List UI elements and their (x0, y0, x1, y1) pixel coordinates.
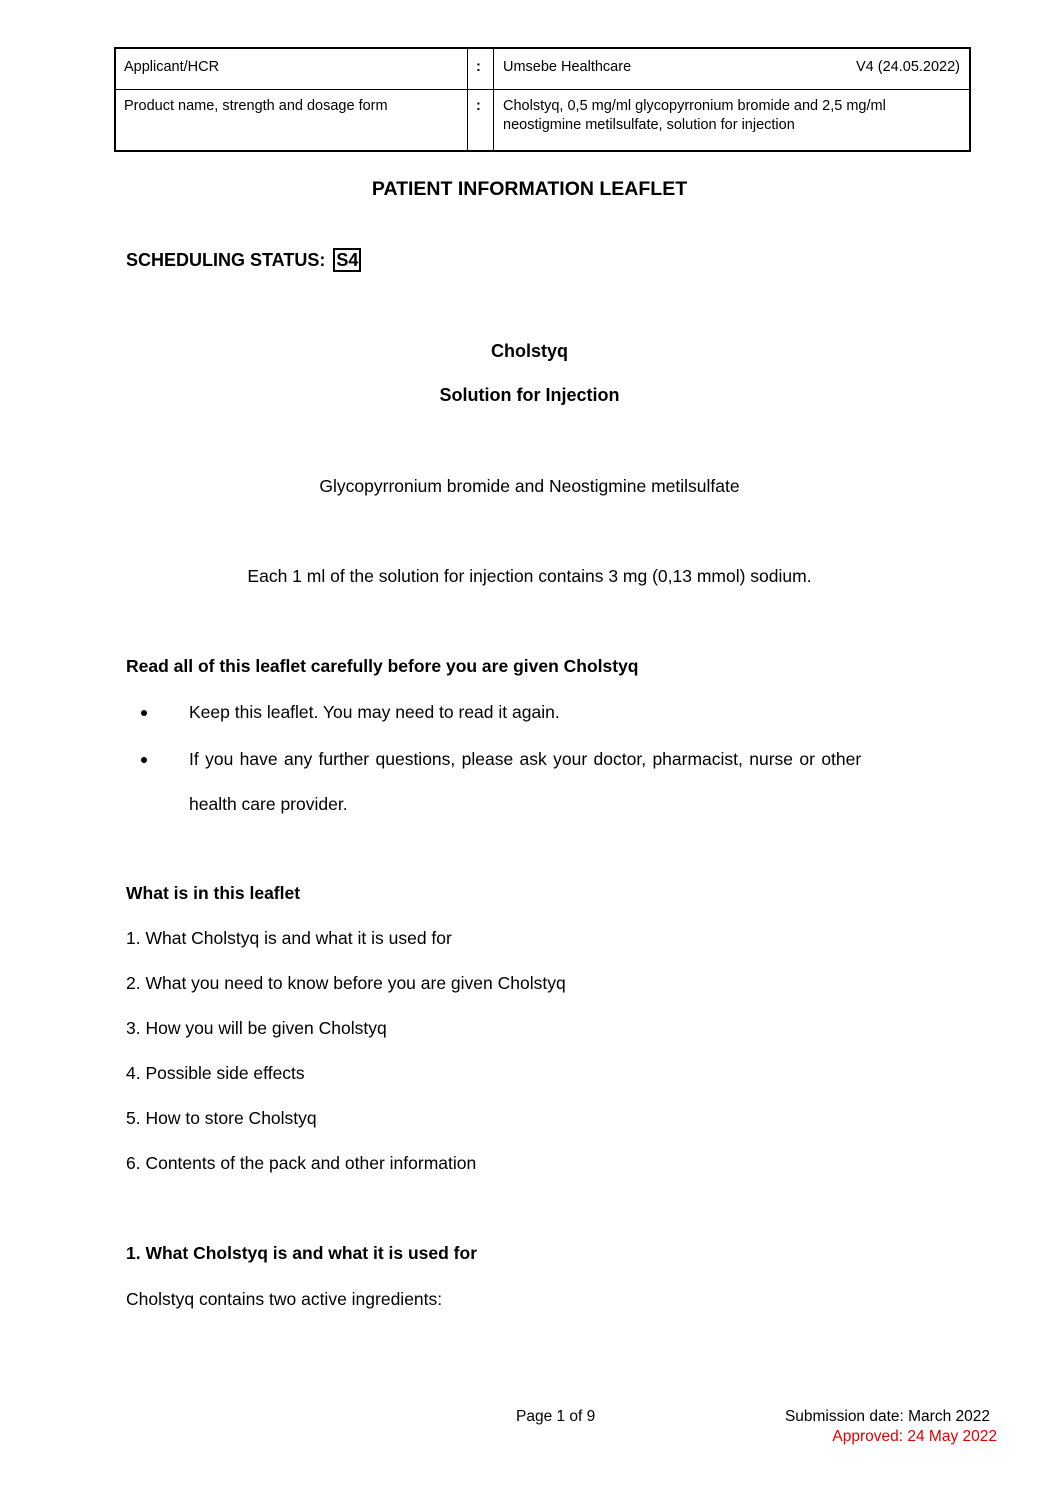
bullet-icon (141, 757, 147, 763)
approved-date: Approved: 24 May 2022 (832, 1428, 997, 1445)
header-table (114, 47, 971, 152)
page-title: PATIENT INFORMATION LEAFLET (371, 178, 688, 200)
contents-item: 5. How to store Cholstyq (126, 1108, 317, 1128)
product-form: Solution for Injection (439, 385, 620, 405)
contents-item: 3. How you will be given Cholstyq (126, 1018, 387, 1038)
bullet-icon (141, 710, 147, 716)
product-name: Cholstyq (490, 341, 568, 361)
applicant-label: Applicant/HCR (124, 59, 220, 75)
product-value-line1: Cholstyq, 0,5 mg/ml glycopyrronium bromide and 2,5 mg/ml (503, 98, 886, 114)
product-label: Product name, strength and dosage form (124, 98, 388, 114)
applicant-value: Umsebe Healthcare (503, 59, 632, 75)
contents-item: 1. What Cholstyq is and what it is used for (126, 928, 452, 948)
scheduling-status (126, 248, 361, 272)
bullet-item: If you have any further questions, please ask your doctor, pharmacist, nurse or other (189, 749, 862, 769)
submission-date: Submission date: March 2022 (784, 1408, 990, 1425)
read-heading: Read all of this leaflet carefully before you are given Cholstyq (126, 656, 639, 676)
contents-heading: What is in this leaflet (126, 883, 301, 903)
header-row-applicant (116, 49, 969, 90)
section1-text: Cholstyq contains two active ingredients: (126, 1289, 443, 1309)
sodium-note: Each 1 ml of the solution for injection contains 3 mg (0,13 mmol) sodium. (247, 566, 812, 586)
separator: : (476, 98, 481, 114)
header-row-product (116, 90, 969, 150)
contents-item: 2. What you need to know before you are given Cholstyq (126, 973, 566, 993)
bullet-item: Keep this leaflet. You may need to read it again. (189, 702, 560, 722)
bullet-item-continued: health care provider. (189, 794, 348, 814)
version-label: V4 (24.05.2022) (856, 59, 960, 75)
page-number: Page 1 of 9 (516, 1408, 596, 1425)
scheduling-badge: S4 (333, 248, 361, 272)
product-ingredients: Glycopyrronium bromide and Neostigmine metilsulfate (319, 476, 740, 496)
section1-heading: 1. What Cholstyq is and what it is used for (126, 1243, 478, 1263)
scheduling-label: SCHEDULING STATUS: (126, 250, 326, 270)
product-value-line2: neostigmine metilsulfate, solution for injection (503, 117, 795, 133)
contents-item: 6. Contents of the pack and other information (126, 1153, 477, 1173)
separator: : (476, 59, 481, 75)
contents-item: 4. Possible side effects (126, 1063, 305, 1083)
